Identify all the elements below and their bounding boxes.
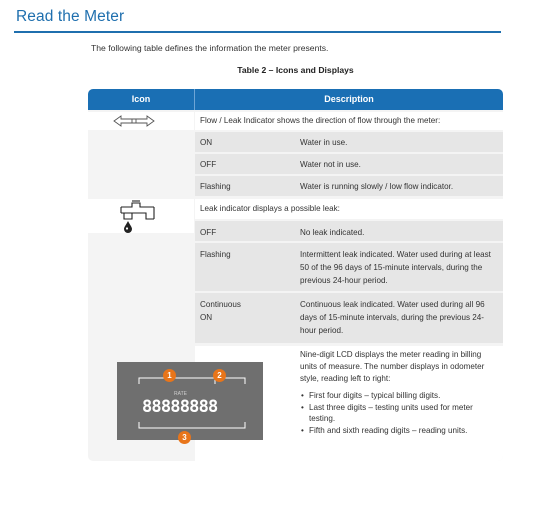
flow-row [195,176,503,196]
flow-state: OFF [200,160,217,169]
leak-state: OFF [200,228,217,237]
faucet-drip-icon [88,199,194,233]
flow-row [195,154,503,174]
leak-meaning: No leak indicated. [300,228,365,237]
leak-meaning: Continuous leak indicated. Water used during all 96 days of 15-minute intervals, during the previous 24-hour period. [300,300,485,335]
flow-state: Flashing [200,182,231,191]
icons-displays-table [88,89,503,461]
flow-meaning: Water is running slowly / low flow indicator. [300,182,454,191]
leak-meaning: Intermittent leak indicated. Water used during at least 50 of the 96 days of 15-minute intervals, during the previous 24-hour period. [300,250,491,285]
badge-1: 1 [163,369,176,382]
lcd-bullet: • Fifth and sixth reading digits – reading units. [300,425,498,437]
badge-3: 3 [178,431,191,444]
table-header [88,89,503,110]
flow-intro-text: Flow / Leak Indicator shows the direction of flow through the meter: [200,116,441,125]
flow-state: ON [200,138,213,147]
leak-icon-cell [88,199,194,233]
leak-state: Continuous [200,300,241,309]
leak-row [195,243,503,291]
leak-state: ON [200,313,213,322]
heading-rule [14,31,501,33]
flow-meaning: Water in use. [300,138,348,147]
flow-icon-cell [88,112,194,130]
flow-meaning: Water not in use. [300,160,361,169]
lcd-bullets [300,390,498,436]
page-heading: Read the Meter [16,8,125,25]
lcd-bullet: • Last three digits – testing units used for meter testing. [300,402,498,425]
lcd-digits: 88888888 [142,397,218,417]
badge-2: 2 [213,369,226,382]
lcd-intro-text: Nine-digit LCD displays the meter reading in billing units of measure. The number displays in odometer style, reading left to right: [300,350,485,383]
flow-row [195,132,503,152]
leak-row [195,221,503,241]
leak-state: Flashing [200,250,231,259]
intro-text: The following table defines the information the meter presents. [91,43,329,53]
lcd-rate-label: RATE [174,391,187,397]
header-icon: Icon [131,94,151,104]
header-description: Description [324,94,374,104]
lcd-bullet: • First four digits – typical billing digits. [300,390,498,402]
leak-intro-text: Leak indicator displays a possible leak: [200,204,340,213]
table-caption: Table 2 – Icons and Displays [237,65,354,75]
flow-intro [195,112,503,130]
flow-arrow-icon [88,112,194,130]
leak-row [195,293,503,343]
leak-intro [195,199,503,219]
